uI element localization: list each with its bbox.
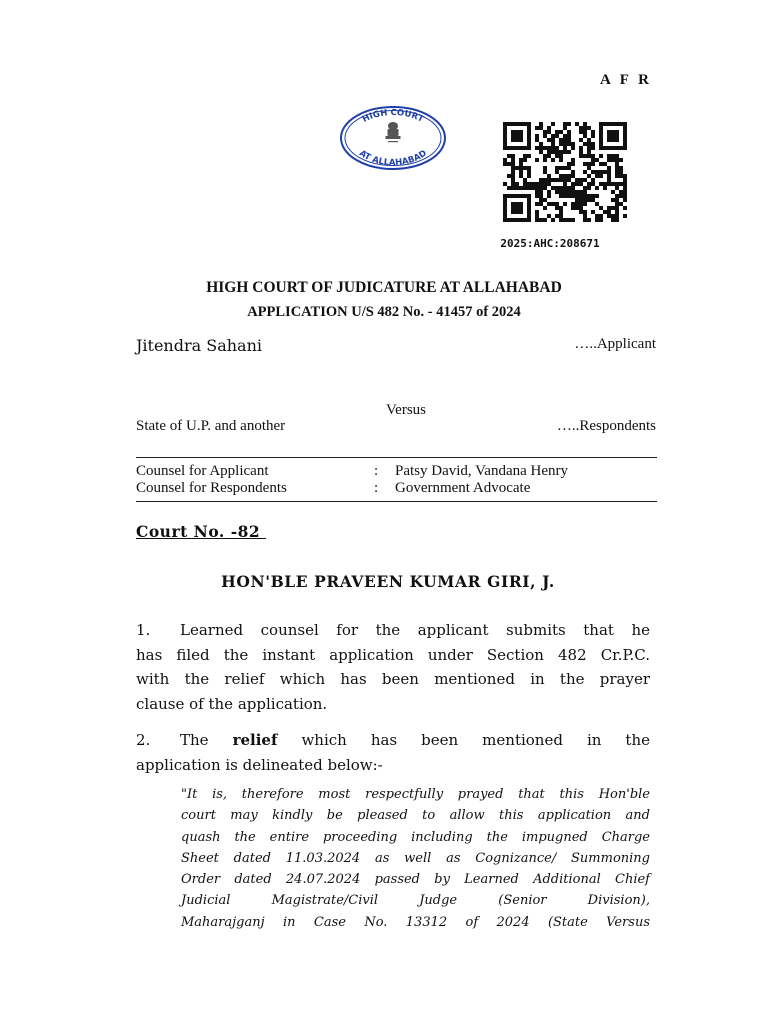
counsel-respondent-row: [136, 480, 530, 497]
quote-line-1: "It is, therefore most respectfully prayed that this Hon'ble: [181, 787, 650, 802]
counsel-separator: :: [374, 480, 379, 496]
para1-line-1: [136, 618, 650, 643]
counsel-applicant-label: Counsel for Applicant: [136, 463, 269, 479]
court-number: Court No. -82: [136, 522, 267, 541]
applicant-row: [136, 336, 656, 355]
counsel-applicant-value: Patsy David, Vandana Henry: [395, 463, 569, 479]
para2-number: 2.: [136, 731, 151, 749]
quote-line-5: Order dated 24.07.2024 passed by Learned Additional Chief: [181, 872, 650, 888]
court-seal-icon: [338, 104, 448, 170]
neutral-citation: 2025:AHC:208671: [500, 237, 600, 250]
relief-quote: [181, 784, 650, 933]
qr-code-icon: [503, 122, 627, 222]
quote-line-6: Judicial Magistrate/Civil Judge (Senior Division),: [181, 893, 650, 909]
seal-text-bottom: AT ALLAHABAD: [357, 148, 429, 169]
para2-line-2: application is delineated below:-: [136, 755, 383, 774]
quote-line-2: court may kindly be pleased to allow this application and: [181, 808, 650, 824]
counsel-separator: :: [374, 463, 379, 479]
judge-name: HON'BLE PRAVEEN KUMAR GIRI, J.: [221, 572, 555, 591]
applicant-role: …..Applicant: [574, 336, 656, 352]
court-title: HIGH COURT OF JUDICATURE AT ALLAHABAD: [206, 279, 562, 296]
para2-before: The: [180, 731, 209, 749]
applicant-name: Jitendra Sahani: [136, 336, 263, 355]
counsel-applicant-row: [136, 463, 568, 480]
seal-text-top: HIGH COURT: [360, 107, 426, 125]
para2-after: which has been mentioned in the: [301, 731, 650, 749]
counsel-respondent-value: Government Advocate: [395, 480, 531, 496]
counsel-respondent-label: Counsel for Respondents: [136, 480, 287, 496]
afr-mark: A F R: [600, 72, 652, 88]
respondent-row: [136, 418, 656, 435]
para1-line-3: with the relief which has been mentioned in the prayer: [136, 670, 650, 689]
application-number: APPLICATION U/S 482 No. - 41457 of 2024: [247, 304, 521, 320]
respondent-role: …..Respondents: [556, 418, 656, 434]
versus-label: Versus: [386, 402, 426, 418]
paragraph-2: [136, 728, 650, 777]
paragraph-1: [136, 618, 650, 717]
divider-top: [136, 457, 657, 458]
para2-line-1: [136, 728, 650, 753]
divider-bottom: [136, 501, 657, 502]
quote-line-3: quash the entire proceeding including the impugned Charge: [181, 829, 650, 845]
quote-line-4: Sheet dated 11.03.2024 as well as Cognizance/ Summoning: [181, 850, 650, 866]
quote-line-7: Maharajganj in Case No. 13312 of 2024 (State Versus: [181, 914, 650, 930]
para1-number: 1.: [136, 621, 151, 639]
respondent-name: State of U.P. and another: [136, 418, 286, 434]
para2-bold-word: relief: [232, 731, 278, 749]
para1-line-4: clause of the application.: [136, 695, 328, 714]
para1-line-2: has filed the instant application under Section 482 Cr.P.C.: [136, 645, 650, 664]
para1-line-1-text: Learned counsel for the applicant submits that he: [180, 621, 650, 639]
